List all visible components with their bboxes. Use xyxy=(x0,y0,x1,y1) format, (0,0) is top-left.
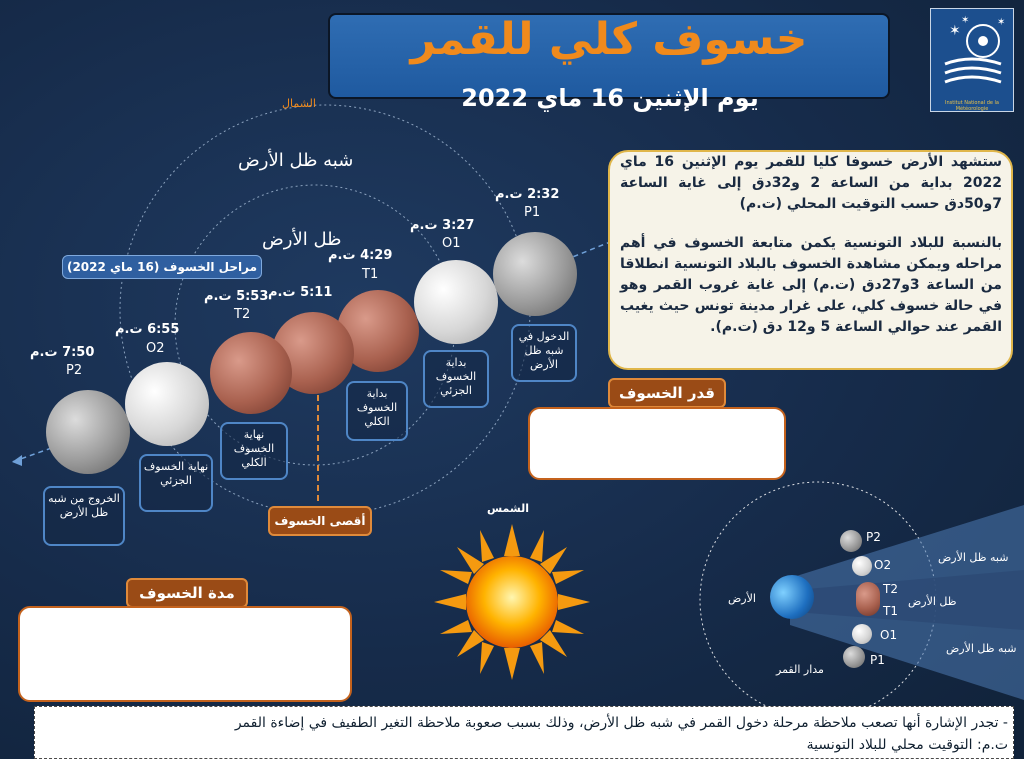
moon-max-time: 5:11 ت.م xyxy=(268,285,333,300)
moon-o2-time: 6:55 ت.م xyxy=(115,322,180,337)
phase-maximum: أقصى الخسوف xyxy=(268,506,372,536)
info-text xyxy=(620,152,1002,338)
phase-t2: نهاية الخسوف الكلي xyxy=(220,422,288,480)
moon-p2-code: P2 xyxy=(66,363,83,378)
duration-row-total: الخسوف الكلي :س 1 و24 دق xyxy=(117,622,342,640)
phase-t1: بداية الخسوف الكلي xyxy=(346,381,408,441)
sun-label: الشمس xyxy=(487,502,530,515)
diagram-code-t1: T1 xyxy=(883,604,898,618)
phase-o1: بداية الخسوف الجزئي xyxy=(423,350,489,408)
diagram-code-o1: O1 xyxy=(880,628,898,642)
diagram-penumbra-bottom: شبه ظل الأرض xyxy=(946,642,1017,655)
diagram-moon-p1 xyxy=(843,646,865,668)
diagram-code-t2: T2 xyxy=(883,582,898,596)
phase-p2: الخروج من شبه ظل الأرض xyxy=(43,486,125,546)
moon-p2 xyxy=(46,390,130,474)
event-date: يوم الإثنين 16 ماي 2022 xyxy=(461,84,759,112)
diagram-code-p1: P1 xyxy=(870,653,885,667)
phases-banner: مراحل الخسوف (16 ماي 2022) xyxy=(62,255,262,279)
svg-text:✶: ✶ xyxy=(949,23,961,39)
diagram-moon-o2 xyxy=(852,556,872,576)
moon-t2 xyxy=(210,332,292,414)
north-label: الشمال xyxy=(282,97,316,110)
info-paragraph-2: بالنسبة للبلاد التونسية يكمن متابعة الخسوف في أهم مراحله ويمكن مشاهدة الخسوف بالبلاد التونسية انطلاقا من الساعة 3و27دق (ت.م) إلى غاية غروب القمر وهو في حالة خسوف كلي، على غرار مدينة تونس حيث يغيب القمر عند حوالي الساعة 5 و12 دق (ت.م). xyxy=(620,235,1002,335)
diagram-penumbra-top: شبه ظل الأرض xyxy=(938,551,1009,564)
magnitude-penumbral: في شبه ظل الأرض : 2.37 xyxy=(581,423,778,441)
phase-p1: الدخول في شبه ظل الأرض xyxy=(511,324,577,382)
earth-label: الأرض xyxy=(728,592,756,605)
svg-text:✶: ✶ xyxy=(961,15,970,26)
moon-p1 xyxy=(493,232,577,316)
moon-t2-time: 5:53 ت.م xyxy=(204,289,269,304)
diagram-umbra: ظل الأرض xyxy=(908,595,957,608)
svg-text:✶: ✶ xyxy=(997,17,1006,28)
moon-p2-time: 7:50 ت.م xyxy=(30,345,95,360)
duration-row-penumbral: الخسوف بشبه ظل الأرض :س5 و18دق xyxy=(49,670,342,688)
institute-logo xyxy=(930,8,1014,112)
diagram-moon-total xyxy=(856,582,880,616)
duration-title: مدة الخسوف xyxy=(126,578,248,608)
logo-star-icon xyxy=(931,9,1013,101)
umbra-label: ظل الأرض xyxy=(262,229,342,250)
moon-p1-time: 2:32 ت.م xyxy=(495,187,560,202)
diagram-code-o2: O2 xyxy=(874,558,892,572)
phase-o2: نهاية الخسوف الجزئي xyxy=(139,454,213,512)
magnitude-panel xyxy=(528,407,786,480)
page-title: خسوف كلي للقمر xyxy=(410,14,808,65)
info-paragraph-1: ستشهد الأرض خسوفا كليا للقمر يوم الإثنين 16 ماي 2022 بداية من الساعة 2 و32دق إلى غاية الساعة 7و50دق حسب التوقيت المحلي (ت.م) xyxy=(620,154,1002,212)
footer-line-1: - تجدر الإشارة أنها تصعب ملاحظة مرحلة دخول القمر في شبه ظل الأرض، وذلك بسبب صعوبة ملاحظة التغير الطفيف في إضاءة القمر xyxy=(234,715,1008,731)
logo-caption: Institut National de la Météorologie xyxy=(945,100,999,112)
moon-p1-code: P1 xyxy=(524,205,541,220)
diagram-code-p2: P2 xyxy=(866,530,881,544)
footer-note xyxy=(40,712,1008,756)
footer-line-2: ت.م: التوقيت محلي للبلاد التونسية xyxy=(806,737,1008,753)
moon-o2-code: O2 xyxy=(146,341,165,356)
magnitude-title: قدر الخسوف xyxy=(608,378,726,408)
moon-o1 xyxy=(414,260,498,344)
earth-icon xyxy=(770,575,814,619)
moon-o2 xyxy=(125,362,209,446)
moon-t1-time: 4:29 ت.م xyxy=(328,248,393,263)
magnitude-umbral: في ظل الأرض : 1.41 xyxy=(616,446,778,464)
moon-t2-code: T2 xyxy=(234,307,251,322)
moon-t1-code: T1 xyxy=(362,267,379,282)
moon-o1-time: 3:27 ت.م xyxy=(410,218,475,233)
diagram-moon-o1 xyxy=(852,624,872,644)
duration-row-partial: الخسوف الجزئي :س 3 و37 دق xyxy=(106,646,342,664)
moon-o1-code: O1 xyxy=(442,236,461,251)
diagram-moon-p2 xyxy=(840,530,862,552)
sun-icon xyxy=(432,522,592,682)
penumbra-label: شبه ظل الأرض xyxy=(238,150,354,171)
orbit-label: مدار القمر xyxy=(776,663,824,676)
